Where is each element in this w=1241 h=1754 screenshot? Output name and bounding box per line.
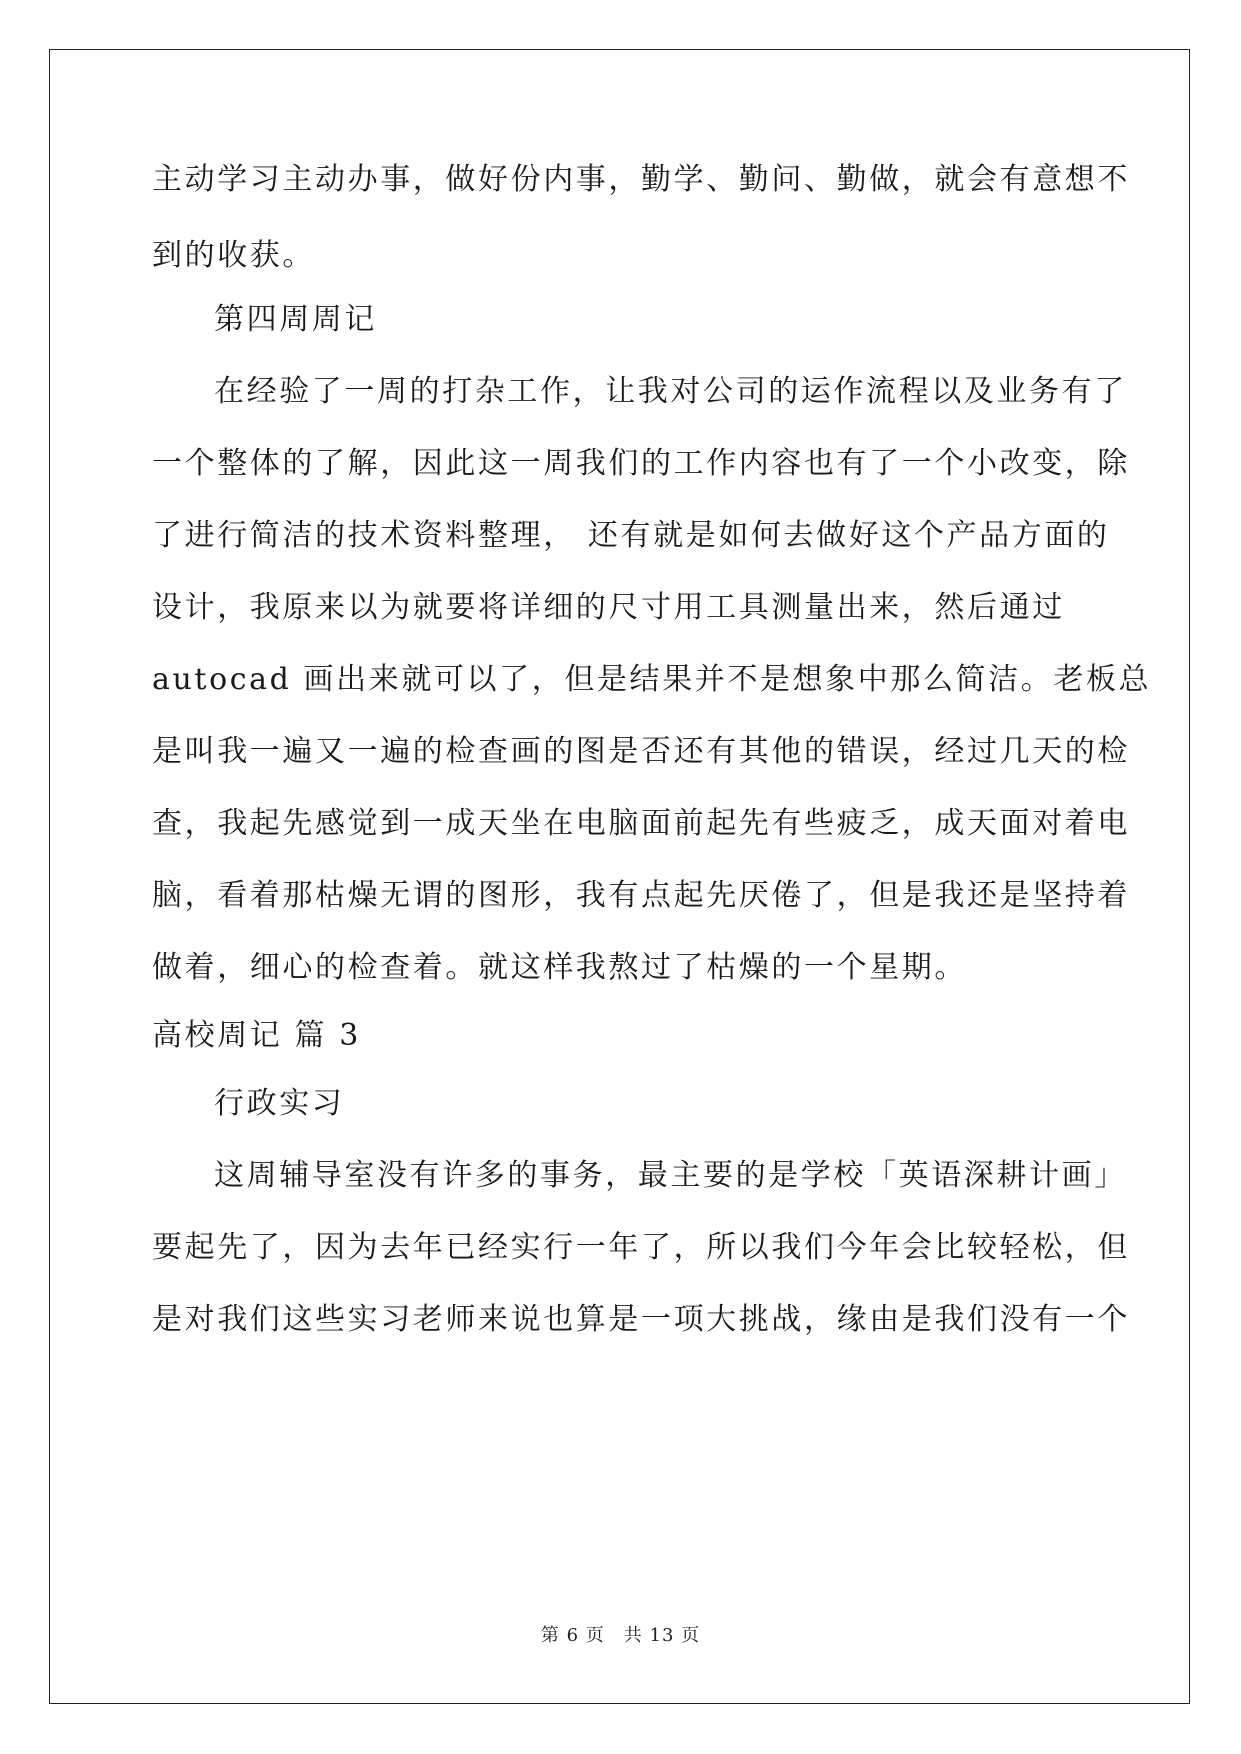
paragraph-line: 到的收获。 <box>152 238 315 273</box>
paragraph-line: 主动学习主动办事，做好份内事，勤学、勤问、勤做，就会有意想不 <box>152 162 1130 197</box>
paragraph-line: 查，我起先感觉到一成天坐在电脑面前起先有些疲乏，成天面对着电 <box>152 806 1130 841</box>
paragraph-line: 设计，我原来以为就要将详细的尺寸用工具测量出来，然后通过 <box>152 590 1065 625</box>
paragraph-line: 是对我们这些实习老师来说也算是一项大挑战，缘由是我们没有一个 <box>152 1302 1130 1337</box>
section-heading: 第四周周记 <box>214 302 377 337</box>
paragraph-line: 脑，看着那枯燥无谓的图形，我有点起先厌倦了，但是我还是坚持着 <box>152 878 1130 913</box>
paragraph-line: 要起先了，因为去年已经实行一年了，所以我们今年会比较轻松，但 <box>152 1230 1130 1265</box>
paragraph-line: 了进行简洁的技术资料整理， 还有就是如何去做好这个产品方面的 <box>152 518 1110 553</box>
paragraph-line: 在经验了一周的打杂工作，让我对公司的运作流程以及业务有了 <box>214 374 1127 409</box>
page-number-footer: 第 6 页 共 13 页 <box>540 1625 701 1646</box>
paragraph-line: 是叫我一遍又一遍的检查画的图是否还有其他的错误，经过几天的检 <box>152 734 1130 769</box>
paragraph-line: 一个整体的了解，因此这一周我们的工作内容也有了一个小改变，除 <box>152 446 1130 481</box>
paragraph-line: autocad 画出来就可以了，但是结果并不是想象中那么简洁。老板总 <box>152 662 1152 697</box>
paragraph-line: 做着，细心的检查着。就这样我熬过了枯燥的一个星期。 <box>152 950 967 985</box>
paragraph-line: 这周辅导室没有许多的事务，最主要的是学校「英语深耕计画」 <box>214 1158 1127 1193</box>
section-title: 高校周记 篇 3 <box>152 1018 361 1053</box>
section-heading: 行政实习 <box>214 1086 345 1121</box>
